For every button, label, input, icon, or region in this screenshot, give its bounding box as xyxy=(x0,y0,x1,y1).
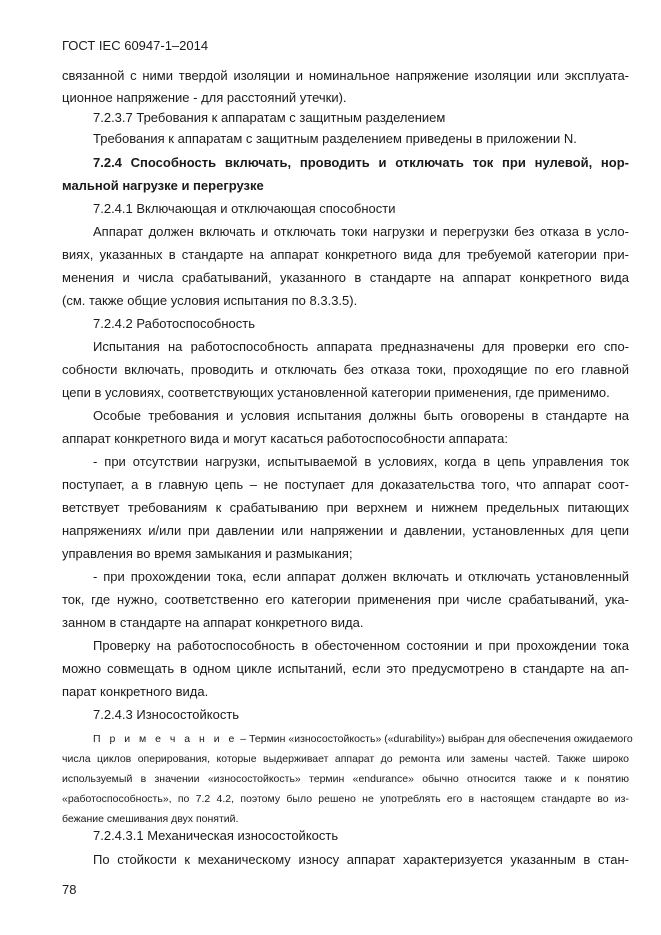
body-line: По стойкости к механическому износу аппарат характеризуется указанным в стан- xyxy=(93,852,629,867)
note-line: числа циклов оперирования, которые выдерживает аппарат до ремонта или замены частей. Также широко xyxy=(62,753,629,765)
list-item-line: ток, где нужно, соответственно его категории применения при числе срабатываний, ука- xyxy=(62,592,629,607)
list-item-line: - при отсутствии нагрузки, испытываемой в условиях, когда в цепь управления ток xyxy=(93,454,629,469)
body-line: менения и числа срабатываний, указанного в стандарте на аппарат конкретного вида xyxy=(62,270,629,285)
list-item-line: напряжениях и/или при давлении или напряжении и давлении, установленных для цепи xyxy=(62,523,629,538)
section-heading-cont: мальной нагрузке и перегрузке xyxy=(62,178,264,193)
note-text: – Термин «износостойкость» («durability») выбран для обеспечения ожидаемого xyxy=(237,733,633,745)
section-heading: 7.2.4 Способность включать, проводить и отключать ток при нулевой, нор- xyxy=(93,155,629,170)
note-line: «работоспособность», по 7.2 4.2, поэтому было решено не употреблять его в настоящем стандарте во из- xyxy=(62,793,629,805)
body-line: Испытания на работоспособность аппарата предназначены для проверки его спо- xyxy=(93,339,629,354)
document-header: ГОСТ IEC 60947-1–2014 xyxy=(62,38,209,53)
note-line: бежание смешивания двух понятий. xyxy=(62,813,239,825)
list-item-line: занном в стандарте на аппарат конкретного вида. xyxy=(62,615,364,630)
body-line: можно совмещать в одном цикле испытаний, если это предусмотрено в стандарте на ап- xyxy=(62,661,629,676)
subsection-heading: 7.2.4.3 Износостойкость xyxy=(93,707,240,722)
page-number: 78 xyxy=(62,882,77,897)
subsection-heading: 7.2.4.1 Включающая и отключающая способности xyxy=(93,201,396,216)
list-item-line: поступает, а в главную цепь – не поступает для доказательства того, что аппарат соот- xyxy=(62,477,629,492)
body-line: Аппарат должен включать и отключать токи нагрузки и перегрузки без отказа в усло- xyxy=(93,224,629,239)
body-line: виях, указанных в стандарте на аппарат конкретного вида для требуемой категории при- xyxy=(62,247,629,262)
body-line: Особые требования и условия испытания должны быть оговорены в стандарте на xyxy=(93,408,629,423)
body-line: Требования к аппаратам с защитным разделением приведены в приложении N. xyxy=(93,131,577,146)
body-line: собности включать, проводить и отключать без отказа токи, проходящие по его главной xyxy=(62,362,629,377)
body-line: (см. также общие условия испытания по 8.3.3.5). xyxy=(62,293,358,308)
body-line: цепи в условиях, соответствующих установленной категории применения, где применимо. xyxy=(62,385,610,400)
body-line: связанной с ними твердой изоляции и номинальное напряжение изоляции или эксплуата- xyxy=(62,68,629,83)
subsection-heading: 7.2.4.3.1 Механическая износостойкость xyxy=(93,828,339,843)
body-line: аппарат конкретного вида и могут касаться работоспособности аппарата: xyxy=(62,431,508,446)
note-line: используемый в значении «износостойкость» термин «endurance» обычно относится также и к понятию xyxy=(62,773,629,785)
list-item-line: ветствует требованиям к срабатыванию при верхнем и нижнем предельных питающих xyxy=(62,500,629,515)
subsection-heading: 7.2.3.7 Требования к аппаратам с защитным разделением xyxy=(93,110,446,125)
list-item-line: - при прохождении тока, если аппарат должен включать и отключать установленный xyxy=(93,569,629,584)
body-line: Проверку на работоспособность в обесточенном состоянии и при прохождении тока xyxy=(93,638,629,653)
note-line xyxy=(93,731,633,747)
subsection-heading: 7.2.4.2 Работоспособность xyxy=(93,316,255,331)
list-item-line: управления во время замыкания и размыкания; xyxy=(62,546,353,561)
note-label: П р и м е ч а н и е xyxy=(93,733,238,745)
body-line: парат конкретного вида. xyxy=(62,684,209,699)
body-line: ционное напряжение - для расстояний утечки). xyxy=(62,90,347,105)
